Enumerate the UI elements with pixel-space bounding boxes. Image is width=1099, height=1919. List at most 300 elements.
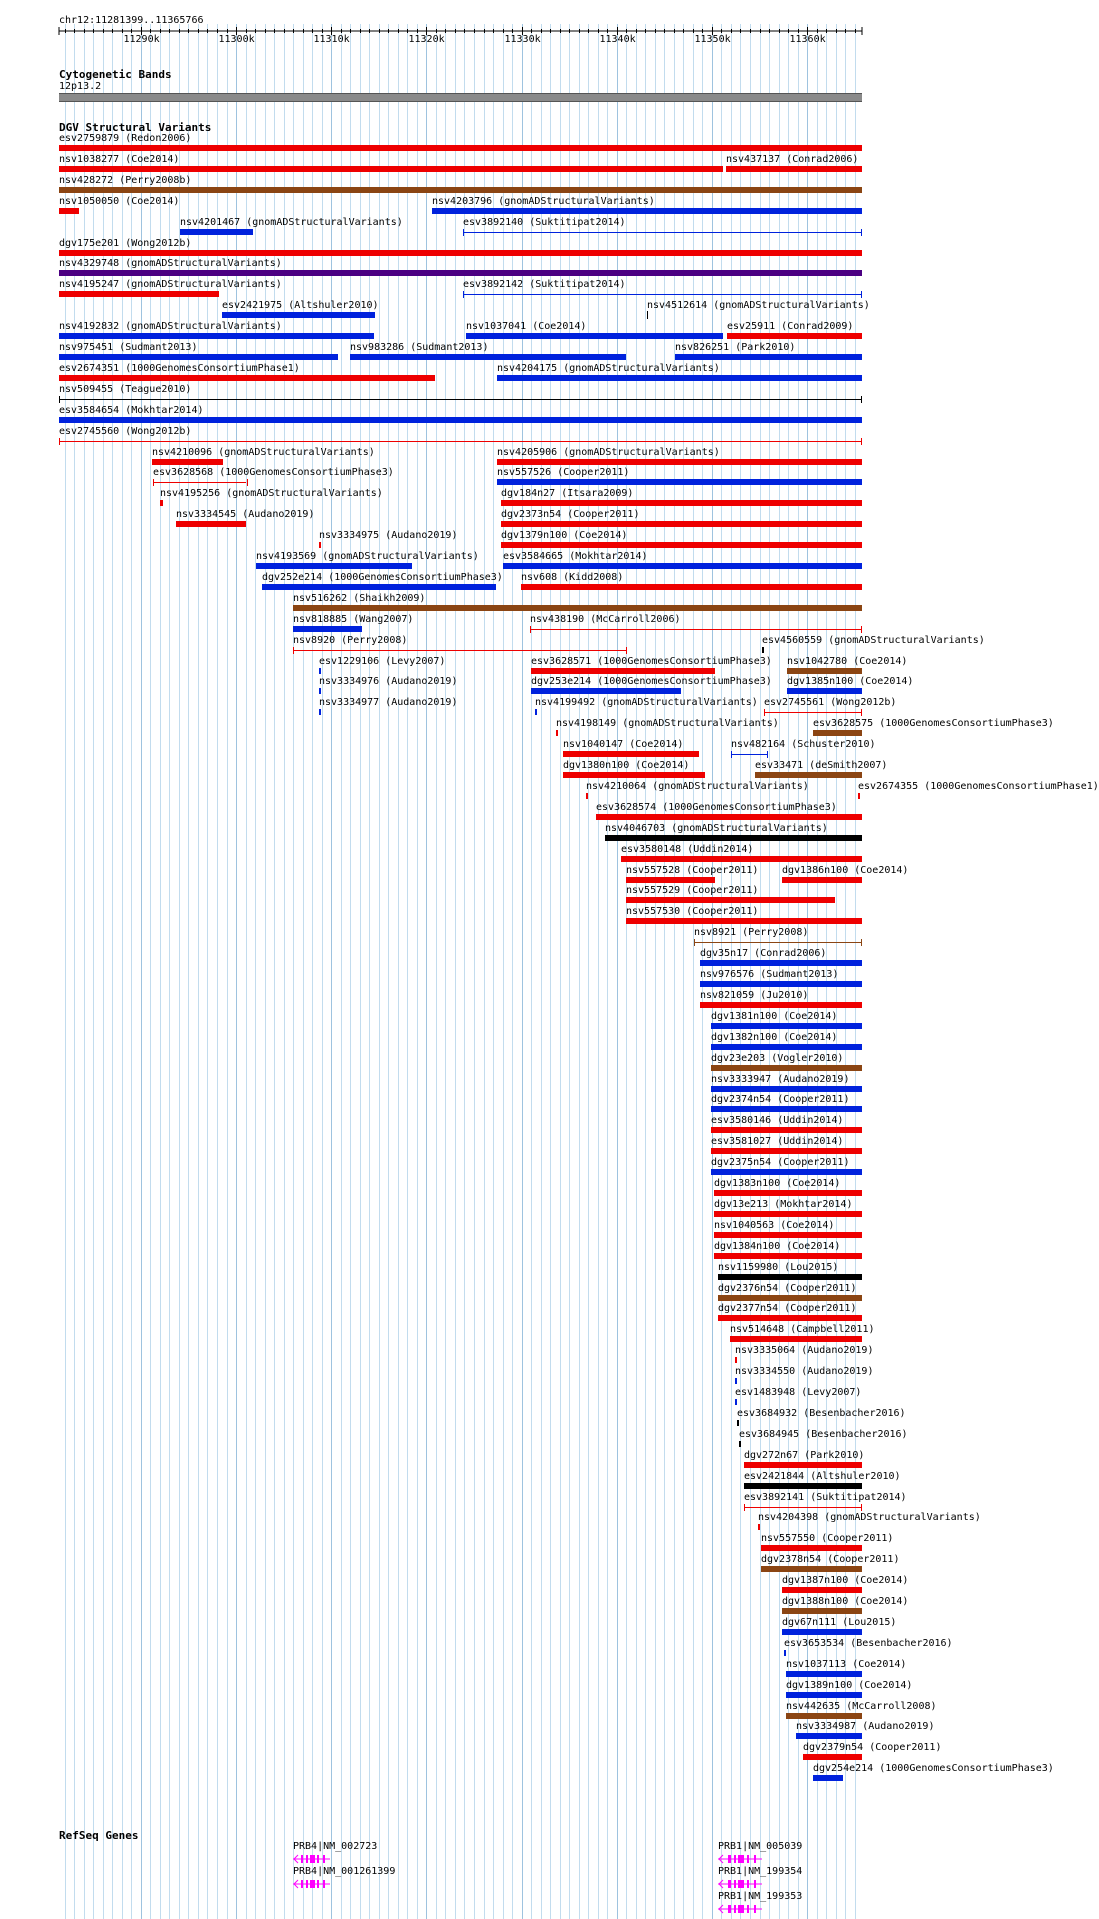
gene-label[interactable]: PRB1|NM_005039 xyxy=(718,1841,803,1852)
sv-feature-label[interactable]: esv3580148 (Uddin2014) xyxy=(621,844,754,855)
grid-line xyxy=(84,24,85,1919)
sv-feature-label[interactable]: nsv1037041 (Coe2014) xyxy=(466,321,587,332)
gene-exon xyxy=(738,1855,744,1863)
grid-line xyxy=(93,24,94,1919)
grid-line xyxy=(426,24,427,1919)
sv-feature-bar[interactable] xyxy=(762,647,764,653)
sv-feature-bar[interactable] xyxy=(675,354,862,360)
gene-exon xyxy=(323,1880,325,1888)
sv-feature-bar[interactable] xyxy=(796,1733,862,1739)
grid-line xyxy=(198,24,199,1919)
cytoband-track-title: Cytogenetic Bands xyxy=(59,68,172,81)
dgv-track-title: DGV Structural Variants xyxy=(59,121,212,134)
gene-exon xyxy=(734,1855,736,1863)
sv-feature-label[interactable]: dgv1389n100 (Coe2014) xyxy=(786,1680,913,1691)
sv-feature-bar[interactable] xyxy=(59,270,862,276)
sv-feature-label[interactable]: dgv1382n100 (Coe2014) xyxy=(711,1032,838,1043)
sv-feature-bar[interactable] xyxy=(59,417,862,423)
sv-feature-bar[interactable] xyxy=(59,354,338,360)
sv-feature-label[interactable]: esv3892141 (Suktitipat2014) xyxy=(744,1492,907,1503)
sv-feature-bar[interactable] xyxy=(59,441,862,442)
grid-line xyxy=(464,24,465,1919)
sv-feature-bar[interactable] xyxy=(711,1044,862,1050)
sv-feature-bar[interactable] xyxy=(744,1462,862,1468)
sv-feature-label[interactable]: nsv3334545 (Audano2019) xyxy=(176,509,315,520)
sv-feature-bar[interactable] xyxy=(59,333,374,339)
grid-line xyxy=(417,24,418,1919)
sv-feature-label[interactable]: esv3684932 (Besenbacher2016) xyxy=(737,1408,906,1419)
sv-feature-label[interactable]: nsv4210096 (gnomADStructuralVariants) xyxy=(152,447,375,458)
gene-exon xyxy=(306,1855,308,1863)
sv-feature-bar[interactable] xyxy=(711,1106,862,1112)
sv-feature-label[interactable]: dgv2374n54 (Cooper2011) xyxy=(711,1094,850,1105)
sv-feature-bar[interactable] xyxy=(718,1295,862,1301)
sv-feature-label[interactable]: nsv4193569 (gnomADStructuralVariants) xyxy=(256,551,479,562)
sv-feature-label[interactable]: esv2421844 (Altshuler2010) xyxy=(744,1471,901,1482)
sv-feature-endcap xyxy=(767,751,768,758)
sv-feature-bar[interactable] xyxy=(813,1775,843,1781)
sv-feature-bar[interactable] xyxy=(176,521,246,527)
sv-feature-label[interactable]: esv2745561 (Wong2012b) xyxy=(764,697,897,708)
sv-feature-bar[interactable] xyxy=(782,1629,862,1635)
sv-feature-label[interactable]: nsv514648 (Campbell2011) xyxy=(730,1324,875,1335)
sv-feature-label[interactable]: nsv3334976 (Audano2019) xyxy=(319,676,458,687)
grid-line xyxy=(131,24,132,1919)
gene-exon xyxy=(738,1880,744,1888)
sv-feature-label[interactable]: dgv254e214 (1000GenomesConsortiumPhase3) xyxy=(813,1763,1054,1774)
grid-line xyxy=(160,24,161,1919)
sv-feature-label[interactable]: nsv557530 (Cooper2011) xyxy=(626,906,759,917)
sv-feature-bar[interactable] xyxy=(758,1524,760,1530)
grid-line xyxy=(512,24,513,1919)
sv-feature-label[interactable]: esv2674351 (1000GenomesConsortiumPhase1) xyxy=(59,363,300,374)
gene-model-glyph[interactable] xyxy=(718,1879,762,1889)
sv-feature-label[interactable]: nsv3335064 (Audano2019) xyxy=(735,1345,874,1356)
sv-feature-bar[interactable] xyxy=(497,479,862,485)
sv-feature-bar[interactable] xyxy=(786,1692,862,1698)
sv-feature-bar[interactable] xyxy=(755,772,862,778)
sv-feature-label[interactable]: dgv2376n54 (Cooper2011) xyxy=(718,1283,857,1294)
grid-line xyxy=(388,24,389,1919)
sv-feature-bar[interactable] xyxy=(262,584,496,590)
sv-feature-bar[interactable] xyxy=(59,187,862,193)
sv-feature-bar[interactable] xyxy=(531,668,715,674)
sv-feature-bar[interactable] xyxy=(503,563,862,569)
sv-feature-endcap xyxy=(530,626,531,633)
sv-feature-label[interactable]: nsv4210064 (gnomADStructuralVariants) xyxy=(586,781,809,792)
sv-feature-endcap xyxy=(764,709,765,716)
sv-feature-label[interactable]: nsv826251 (Park2010) xyxy=(675,342,796,353)
sv-feature-label[interactable]: dgv1383n100 (Coe2014) xyxy=(714,1178,841,1189)
gene-exon xyxy=(754,1855,756,1863)
sv-feature-bar[interactable] xyxy=(714,1211,862,1217)
sv-feature-bar[interactable] xyxy=(744,1483,862,1489)
sv-feature-bar[interactable] xyxy=(761,1545,862,1551)
sv-feature-label[interactable]: nsv509455 (Teague2010) xyxy=(59,384,192,395)
ruler-region-label: chr12:11281399..11365766 xyxy=(59,15,204,26)
sv-feature-label[interactable]: dgv1385n100 (Coe2014) xyxy=(787,676,914,687)
sv-feature-label[interactable]: nsv8920 (Perry2008) xyxy=(293,635,408,646)
sv-feature-bar[interactable] xyxy=(153,482,246,483)
sv-feature-bar[interactable] xyxy=(626,877,715,883)
sv-feature-bar[interactable] xyxy=(293,605,862,611)
sv-feature-label[interactable]: nsv557526 (Cooper2011) xyxy=(497,467,630,478)
gene-exon xyxy=(728,1880,731,1888)
sv-feature-label[interactable]: nsv818885 (Wang2007) xyxy=(293,614,414,625)
sv-feature-bar[interactable] xyxy=(466,333,723,339)
sv-feature-bar[interactable] xyxy=(730,1336,862,1342)
sv-feature-label[interactable]: esv3628574 (1000GenomesConsortiumPhase3) xyxy=(596,802,837,813)
sv-feature-bar[interactable] xyxy=(784,1650,786,1656)
sv-feature-label[interactable]: dgv23e203 (Vogler2010) xyxy=(711,1053,844,1064)
gene-model-glyph[interactable] xyxy=(293,1854,330,1864)
sv-feature-label[interactable]: esv25911 (Conrad2009) xyxy=(727,321,854,332)
sv-feature-bar[interactable] xyxy=(350,354,626,360)
sv-feature-bar[interactable] xyxy=(535,709,537,715)
sv-feature-label[interactable]: esv3628568 (1000GenomesConsortiumPhase3) xyxy=(153,467,394,478)
sv-feature-label[interactable]: esv3628575 (1000GenomesConsortiumPhase3) xyxy=(813,718,1054,729)
sv-feature-bar[interactable] xyxy=(718,1315,862,1321)
sv-feature-bar[interactable] xyxy=(735,1378,737,1384)
sv-feature-bar[interactable] xyxy=(714,1253,862,1259)
sv-feature-bar[interactable] xyxy=(501,500,862,506)
ruler-tick-label: 11290k xyxy=(123,34,160,45)
grid-line xyxy=(588,24,589,1919)
grid-line xyxy=(207,24,208,1919)
sv-feature-bar[interactable] xyxy=(726,166,862,172)
sv-feature-label[interactable]: nsv976576 (Sudmant2013) xyxy=(700,969,839,980)
sv-feature-label[interactable]: dgv13e213 (Mokhtar2014) xyxy=(714,1199,853,1210)
sv-feature-bar[interactable] xyxy=(786,1671,862,1677)
sv-feature-bar[interactable] xyxy=(59,375,435,381)
sv-feature-label[interactable]: dgv2375n54 (Cooper2011) xyxy=(711,1157,850,1168)
gene-exon xyxy=(728,1855,731,1863)
sv-feature-label[interactable]: dgv253e214 (1000GenomesConsortiumPhase3) xyxy=(531,676,772,687)
gene-exon xyxy=(747,1855,749,1863)
sv-feature-label[interactable]: nsv1159980 (Lou2015) xyxy=(718,1262,839,1273)
sv-feature-label[interactable]: nsv557529 (Cooper2011) xyxy=(626,885,759,896)
sv-feature-bar[interactable] xyxy=(319,688,321,694)
gene-exon xyxy=(747,1880,749,1888)
sv-feature-bar[interactable] xyxy=(711,1023,862,1029)
grid-line xyxy=(122,24,123,1919)
sv-feature-label[interactable]: dgv175e201 (Wong2012b) xyxy=(59,238,192,249)
sv-feature-label[interactable]: esv3653534 (Besenbacher2016) xyxy=(784,1638,953,1649)
sv-feature-endcap xyxy=(861,396,862,403)
sv-feature-bar[interactable] xyxy=(626,897,835,903)
sv-feature-bar[interactable] xyxy=(647,311,648,319)
grid-line xyxy=(503,24,504,1919)
sv-feature-bar[interactable] xyxy=(621,856,862,862)
sv-feature-bar[interactable] xyxy=(782,877,862,883)
sv-feature-label[interactable]: esv3892142 (Suktitipat2014) xyxy=(463,279,626,290)
sv-feature-label[interactable]: nsv482164 (Schuster2010) xyxy=(731,739,876,750)
sv-feature-label[interactable]: nsv442635 (McCarroll2008) xyxy=(786,1701,937,1712)
sv-feature-label[interactable]: esv2421975 (Altshuler2010) xyxy=(222,300,379,311)
sv-feature-label[interactable]: dgv1387n100 (Coe2014) xyxy=(782,1575,909,1586)
sv-feature-label[interactable]: nsv1040563 (Coe2014) xyxy=(714,1220,835,1231)
sv-feature-label[interactable]: nsv1042780 (Coe2014) xyxy=(787,656,908,667)
sv-feature-label[interactable]: dgv2379n54 (Cooper2011) xyxy=(803,1742,942,1753)
gene-exon xyxy=(323,1855,325,1863)
sv-feature-bar[interactable] xyxy=(556,730,558,736)
gene-exon xyxy=(754,1880,756,1888)
gene-exon xyxy=(317,1880,319,1888)
sv-feature-label[interactable]: nsv3334977 (Audano2019) xyxy=(319,697,458,708)
grid-line xyxy=(607,24,608,1919)
sv-feature-label[interactable]: esv3684945 (Besenbacher2016) xyxy=(739,1429,908,1440)
sv-feature-label[interactable]: dgv252e214 (1000GenomesConsortiumPhase3) xyxy=(262,572,503,583)
grid-line xyxy=(598,24,599,1919)
grid-line xyxy=(74,24,75,1919)
sv-feature-label[interactable]: nsv428272 (Perry2008b) xyxy=(59,175,192,186)
sv-feature-label[interactable]: nsv4199492 (gnomADStructuralVariants) xyxy=(535,697,758,708)
sv-feature-endcap xyxy=(861,438,862,445)
sv-feature-bar[interactable] xyxy=(59,291,219,297)
sv-feature-bar[interactable] xyxy=(463,294,862,295)
sv-feature-bar[interactable] xyxy=(293,626,362,632)
sv-feature-label[interactable]: dgv272n67 (Park2010) xyxy=(744,1450,865,1461)
sv-feature-label[interactable]: esv3892140 (Suktitipat2014) xyxy=(463,217,626,228)
sv-feature-bar[interactable] xyxy=(813,730,862,736)
sv-feature-bar[interactable] xyxy=(764,712,862,713)
sv-feature-bar[interactable] xyxy=(521,584,862,590)
sv-feature-label[interactable]: nsv3334975 (Audano2019) xyxy=(319,530,458,541)
sv-feature-bar[interactable] xyxy=(700,1002,862,1008)
grid-line xyxy=(645,24,646,1919)
sv-feature-label[interactable]: esv1483948 (Levy2007) xyxy=(735,1387,862,1398)
sv-feature-bar[interactable] xyxy=(782,1587,862,1593)
sv-feature-label[interactable]: nsv4198149 (gnomADStructuralVariants) xyxy=(556,718,779,729)
sv-feature-bar[interactable] xyxy=(718,1274,862,1280)
sv-feature-label[interactable]: esv4560559 (gnomADStructuralVariants) xyxy=(762,635,985,646)
sv-feature-bar[interactable] xyxy=(586,793,588,799)
grid-line xyxy=(188,24,189,1919)
sv-feature-bar[interactable] xyxy=(319,542,321,548)
sv-feature-label[interactable]: nsv4046703 (gnomADStructuralVariants) xyxy=(605,823,828,834)
grid-line xyxy=(217,24,218,1919)
sv-feature-bar[interactable] xyxy=(786,1713,862,1719)
sv-feature-bar[interactable] xyxy=(501,542,862,548)
sv-feature-endcap xyxy=(247,479,248,486)
sv-feature-bar[interactable] xyxy=(59,208,79,214)
sv-feature-bar[interactable] xyxy=(605,835,862,841)
gene-model-glyph[interactable] xyxy=(293,1879,330,1889)
sv-feature-bar[interactable] xyxy=(596,814,862,820)
sv-feature-bar[interactable] xyxy=(711,1086,862,1092)
ruler-tick-label: 11340k xyxy=(599,34,636,45)
sv-feature-bar[interactable] xyxy=(711,1127,862,1133)
sv-feature-label[interactable]: nsv821059 (Ju2010) xyxy=(700,990,809,1001)
sv-feature-label[interactable]: nsv1037113 (Coe2014) xyxy=(786,1659,907,1670)
sv-feature-label[interactable]: esv2674355 (1000GenomesConsortiumPhase1) xyxy=(858,781,1099,792)
sv-feature-label[interactable]: esv2745560 (Wong2012b) xyxy=(59,426,192,437)
sv-feature-bar[interactable] xyxy=(711,1065,862,1071)
sv-feature-label[interactable]: esv3581027 (Uddin2014) xyxy=(711,1136,844,1147)
grid-line xyxy=(179,24,180,1919)
sv-feature-label[interactable]: nsv4204398 (gnomADStructuralVariants) xyxy=(758,1512,981,1523)
sv-feature-label[interactable]: nsv3334550 (Audano2019) xyxy=(735,1366,874,1377)
gene-model-glyph[interactable] xyxy=(718,1854,762,1864)
sv-feature-label[interactable]: nsv4205906 (gnomADStructuralVariants) xyxy=(497,447,720,458)
sv-feature-bar[interactable] xyxy=(744,1507,862,1508)
sv-feature-label[interactable]: esv3628571 (1000GenomesConsortiumPhase3) xyxy=(531,656,772,667)
sv-feature-label[interactable]: dgv1379n100 (Coe2014) xyxy=(501,530,628,541)
sv-feature-label[interactable]: esv3584654 (Mokhtar2014) xyxy=(59,405,204,416)
sv-feature-bar[interactable] xyxy=(787,668,862,674)
sv-feature-label[interactable]: nsv4195247 (gnomADStructuralVariants) xyxy=(59,279,282,290)
sv-feature-bar[interactable] xyxy=(180,229,253,235)
sv-feature-label[interactable]: nsv438190 (McCarroll2006) xyxy=(530,614,681,625)
sv-feature-label[interactable]: dgv1380n100 (Coe2014) xyxy=(563,760,690,771)
sv-feature-endcap xyxy=(744,1504,745,1511)
sv-feature-bar[interactable] xyxy=(739,1441,741,1447)
sv-feature-bar[interactable] xyxy=(711,1169,862,1175)
sv-feature-endcap xyxy=(861,229,862,236)
sv-feature-bar[interactable] xyxy=(626,918,862,924)
sv-feature-bar[interactable] xyxy=(727,333,862,339)
sv-feature-bar[interactable] xyxy=(731,754,767,755)
sv-feature-bar[interactable] xyxy=(59,166,723,172)
sv-feature-bar[interactable] xyxy=(59,250,862,256)
sv-feature-label[interactable]: esv33471 (deSmith2007) xyxy=(755,760,888,771)
sv-feature-bar[interactable] xyxy=(803,1754,862,1760)
sv-feature-bar[interactable] xyxy=(782,1608,862,1614)
sv-feature-label[interactable]: nsv8921 (Perry2008) xyxy=(694,927,809,938)
sv-feature-label[interactable]: nsv3333947 (Audano2019) xyxy=(711,1074,850,1085)
sv-feature-label[interactable]: dgv1386n100 (Coe2014) xyxy=(782,865,909,876)
sv-feature-bar[interactable] xyxy=(700,960,862,966)
grid-line xyxy=(560,24,561,1919)
sv-feature-bar[interactable] xyxy=(432,208,862,214)
sv-feature-endcap xyxy=(463,229,464,236)
sv-feature-bar[interactable] xyxy=(714,1190,862,1196)
gene-label[interactable]: PRB1|NM_199354 xyxy=(718,1866,803,1877)
sv-feature-label[interactable]: nsv4201467 (gnomADStructuralVariants) xyxy=(180,217,403,228)
sv-feature-label[interactable]: esv3580146 (Uddin2014) xyxy=(711,1115,844,1126)
sv-feature-label[interactable]: nsv1050050 (Coe2014) xyxy=(59,196,180,207)
sv-feature-label[interactable]: nsv983286 (Sudmant2013) xyxy=(350,342,489,353)
sv-feature-bar[interactable] xyxy=(735,1357,737,1363)
sv-feature-label[interactable]: dgv35n17 (Conrad2006) xyxy=(700,948,827,959)
cytoband-bar[interactable] xyxy=(59,93,862,102)
gene-exon xyxy=(310,1880,315,1888)
sv-feature-bar[interactable] xyxy=(531,688,681,694)
grid-line xyxy=(65,24,66,1919)
gene-exon xyxy=(738,1905,744,1913)
gene-exon xyxy=(301,1855,303,1863)
gene-label[interactable]: PRB1|NM_199353 xyxy=(718,1891,803,1902)
sv-feature-bar[interactable] xyxy=(711,1148,862,1154)
sv-feature-bar[interactable] xyxy=(152,459,223,465)
gene-exon xyxy=(306,1880,308,1888)
sv-feature-bar[interactable] xyxy=(222,312,375,318)
sv-feature-label[interactable]: dgv184n27 (Itsara2009) xyxy=(501,488,634,499)
sv-feature-bar[interactable] xyxy=(497,375,862,381)
grid-line xyxy=(169,24,170,1919)
sv-feature-label[interactable]: nsv516262 (Shaikh2009) xyxy=(293,593,426,604)
sv-feature-label[interactable]: dgv2377n54 (Cooper2011) xyxy=(718,1303,857,1314)
sv-feature-bar[interactable] xyxy=(563,772,705,778)
sv-feature-label[interactable]: nsv4204175 (gnomADStructuralVariants) xyxy=(497,363,720,374)
refseq-track-title: RefSeq Genes xyxy=(59,1829,139,1842)
grid-line xyxy=(522,24,523,1919)
sv-feature-bar[interactable] xyxy=(787,688,862,694)
sv-feature-bar[interactable] xyxy=(694,942,862,943)
sv-feature-bar[interactable] xyxy=(59,145,862,151)
sv-feature-bar[interactable] xyxy=(700,981,862,987)
sv-feature-bar[interactable] xyxy=(714,1232,862,1238)
sv-feature-label[interactable]: nsv4192832 (gnomADStructuralVariants) xyxy=(59,321,282,332)
sv-feature-label[interactable]: nsv4329748 (gnomADStructuralVariants) xyxy=(59,258,282,269)
sv-feature-label[interactable]: nsv4203796 (gnomADStructuralVariants) xyxy=(432,196,655,207)
grid-line xyxy=(636,24,637,1919)
sv-feature-bar[interactable] xyxy=(563,751,699,757)
gene-label[interactable]: PRB4|NM_001261399 xyxy=(293,1866,396,1877)
grid-line xyxy=(112,24,113,1919)
sv-feature-label[interactable]: esv3584665 (Mokhtar2014) xyxy=(503,551,648,562)
sv-feature-label[interactable]: dgv2373n54 (Cooper2011) xyxy=(501,509,640,520)
grid-line xyxy=(541,24,542,1919)
sv-feature-bar[interactable] xyxy=(497,459,862,465)
sv-feature-label[interactable]: nsv1038277 (Coe2014) xyxy=(59,154,180,165)
cytoband-label: 12p13.2 xyxy=(59,81,102,92)
ruler-tick-label: 11360k xyxy=(789,34,826,45)
sv-feature-label[interactable]: nsv4512614 (gnomADStructuralVariants) xyxy=(647,300,870,311)
sv-feature-label[interactable]: dgv67n111 (Lou2015) xyxy=(782,1617,897,1628)
sv-feature-label[interactable]: esv1229106 (Levy2007) xyxy=(319,656,446,667)
sv-feature-bar[interactable] xyxy=(293,650,626,651)
sv-feature-bar[interactable] xyxy=(59,399,862,400)
sv-feature-label[interactable]: dgv2378n54 (Cooper2011) xyxy=(761,1554,900,1565)
sv-feature-bar[interactable] xyxy=(463,232,862,233)
sv-feature-label[interactable]: dgv1388n100 (Coe2014) xyxy=(782,1596,909,1607)
sv-feature-bar[interactable] xyxy=(319,668,321,674)
sv-feature-label[interactable]: dgv1381n100 (Coe2014) xyxy=(711,1011,838,1022)
sv-feature-bar[interactable] xyxy=(501,521,862,527)
gene-model-glyph[interactable] xyxy=(718,1904,762,1914)
grid-line xyxy=(379,24,380,1919)
sv-feature-endcap xyxy=(293,647,294,654)
sv-feature-label[interactable]: nsv4195256 (gnomADStructuralVariants) xyxy=(160,488,383,499)
sv-feature-label[interactable]: nsv3334987 (Audano2019) xyxy=(796,1721,935,1732)
sv-feature-label[interactable]: esv2759879 (Redon2006) xyxy=(59,133,192,144)
sv-feature-label[interactable]: nsv437137 (Conrad2006) xyxy=(726,154,859,165)
sv-feature-bar[interactable] xyxy=(858,793,860,799)
sv-feature-label[interactable]: nsv975451 (Sudmant2013) xyxy=(59,342,198,353)
sv-feature-label[interactable]: nsv1040147 (Coe2014) xyxy=(563,739,684,750)
sv-feature-bar[interactable] xyxy=(256,563,412,569)
sv-feature-bar[interactable] xyxy=(160,500,163,506)
grid-line xyxy=(150,24,151,1919)
sv-feature-bar[interactable] xyxy=(737,1420,739,1426)
ruler-tick-label: 11300k xyxy=(218,34,255,45)
sv-feature-bar[interactable] xyxy=(319,709,321,715)
grid-line xyxy=(398,24,399,1919)
sv-feature-bar[interactable] xyxy=(761,1566,862,1572)
sv-feature-label[interactable]: nsv557550 (Cooper2011) xyxy=(761,1533,894,1544)
sv-feature-bar[interactable] xyxy=(735,1399,737,1405)
gene-exon xyxy=(317,1855,319,1863)
grid-line xyxy=(474,24,475,1919)
ruler-tick-label: 11310k xyxy=(313,34,350,45)
grid-line xyxy=(436,24,437,1919)
sv-feature-label[interactable]: nsv557528 (Cooper2011) xyxy=(626,865,759,876)
sv-feature-label[interactable]: nsv608 (Kidd2008) xyxy=(521,572,624,583)
sv-feature-bar[interactable] xyxy=(530,629,862,630)
sv-feature-label[interactable]: dgv1384n100 (Coe2014) xyxy=(714,1241,841,1252)
gene-label[interactable]: PRB4|NM_002723 xyxy=(293,1841,378,1852)
